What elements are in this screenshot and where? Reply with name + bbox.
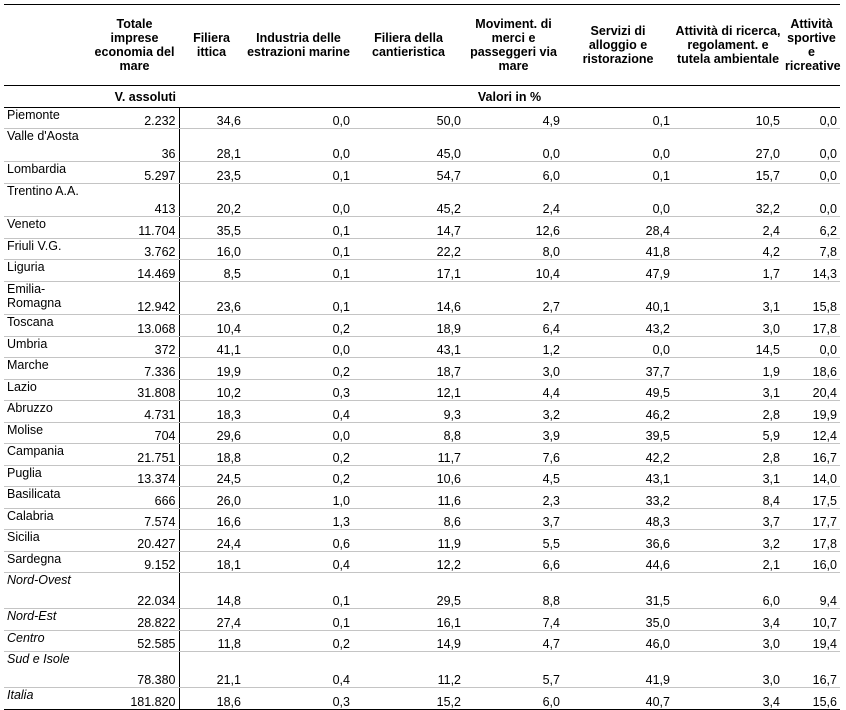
percent-value-cell: 2,7 (464, 282, 563, 315)
percent-value-cell: 0,2 (244, 315, 353, 337)
header-row (4, 5, 840, 86)
percent-value-cell: 10,4 (464, 260, 563, 282)
percent-value-cell: 4,5 (464, 466, 563, 487)
percent-value-cell: 10,7 (783, 609, 840, 631)
percent-value-cell: 36,6 (563, 530, 673, 552)
percent-value-cell: 8,4 (673, 487, 783, 509)
percent-value-cell: 18,7 (353, 358, 464, 380)
percent-value-cell: 18,6 (783, 358, 840, 380)
percent-value-cell: 39,5 (563, 423, 673, 444)
percent-value-cell: 2,3 (464, 487, 563, 509)
region-name: Emilia-Romagna (4, 282, 90, 315)
region-name: Trentino A.A. (4, 184, 90, 217)
accommodation-header: Servizi di alloggio e ristorazione (563, 5, 673, 86)
percent-value-cell: 10,2 (179, 380, 244, 401)
region-name: Marche (4, 358, 90, 380)
percent-value-cell: 0,4 (244, 552, 353, 573)
total-value-cell: 704 (90, 423, 179, 444)
total-value-cell: 12.942 (90, 282, 179, 315)
percent-value-cell: 46,2 (563, 401, 673, 423)
percent-value-cell: 43,1 (563, 466, 673, 487)
region-name: Toscana (4, 315, 90, 337)
percent-value-cell: 4,2 (673, 239, 783, 260)
percent-value-cell: 29,6 (179, 423, 244, 444)
percent-value-cell: 41,8 (563, 239, 673, 260)
total-value-cell: 9.152 (90, 552, 179, 573)
region-column-header (4, 5, 90, 86)
table-row (4, 315, 840, 337)
percent-value-cell: 3,2 (464, 401, 563, 423)
table-row (4, 358, 840, 380)
percent-value-cell: 7,4 (464, 609, 563, 631)
percent-value-cell: 5,9 (673, 423, 783, 444)
percent-value-cell: 18,6 (179, 688, 244, 710)
percent-values-label: Valori in % (179, 86, 840, 108)
percent-value-cell: 6,6 (464, 552, 563, 573)
percent-value-cell: 16,0 (783, 552, 840, 573)
percent-value-cell: 18,1 (179, 552, 244, 573)
region-name: Lombardia (4, 162, 90, 184)
percent-value-cell: 3,0 (673, 652, 783, 688)
total-value-cell: 181.820 (90, 688, 179, 710)
percent-value-cell: 2,1 (673, 552, 783, 573)
percent-value-cell: 3,1 (673, 282, 783, 315)
percent-value-cell: 7,6 (464, 444, 563, 466)
percent-value-cell: 3,1 (673, 380, 783, 401)
percent-value-cell: 9,3 (353, 401, 464, 423)
region-name: Piemonte (4, 108, 90, 129)
total-value-cell: 2.232 (90, 108, 179, 129)
percent-value-cell: 1,3 (244, 509, 353, 530)
total-value-cell: 3.762 (90, 239, 179, 260)
percent-value-cell: 26,0 (179, 487, 244, 509)
region-name: Lazio (4, 380, 90, 401)
percent-value-cell: 0,6 (244, 530, 353, 552)
percent-value-cell: 3,9 (464, 423, 563, 444)
percent-value-cell: 18,3 (179, 401, 244, 423)
percent-value-cell: 0,0 (244, 337, 353, 358)
percent-value-cell: 35,0 (563, 609, 673, 631)
region-name: Abruzzo (4, 401, 90, 423)
percent-value-cell: 15,8 (783, 282, 840, 315)
percent-value-cell: 11,9 (353, 530, 464, 552)
percent-value-cell: 0,4 (244, 652, 353, 688)
percent-value-cell: 29,5 (353, 573, 464, 609)
percent-value-cell: 32,2 (673, 184, 783, 217)
percent-value-cell: 15,2 (353, 688, 464, 710)
table-row (4, 239, 840, 260)
percent-value-cell: 34,6 (179, 108, 244, 129)
percent-value-cell: 0,0 (783, 108, 840, 129)
region-name: Campania (4, 444, 90, 466)
region-name: Italia (4, 688, 90, 710)
percent-value-cell: 27,0 (673, 129, 783, 162)
percent-value-cell: 12,2 (353, 552, 464, 573)
percent-value-cell: 3,0 (673, 315, 783, 337)
percent-value-cell: 12,1 (353, 380, 464, 401)
percent-value-cell: 23,6 (179, 282, 244, 315)
percent-value-cell: 3,2 (673, 530, 783, 552)
percent-value-cell: 8,6 (353, 509, 464, 530)
table-row (4, 129, 840, 162)
percent-value-cell: 2,8 (673, 444, 783, 466)
percent-value-cell: 1,9 (673, 358, 783, 380)
percent-value-cell: 0,1 (563, 162, 673, 184)
percent-value-cell: 16,6 (179, 509, 244, 530)
percent-value-cell: 19,4 (783, 631, 840, 652)
percent-value-cell: 11,6 (353, 487, 464, 509)
percent-value-cell: 10,4 (179, 315, 244, 337)
transport-header: Moviment. di merci e passeggeri via mare (464, 5, 563, 86)
percent-value-cell: 15,6 (783, 688, 840, 710)
percent-value-cell: 41,1 (179, 337, 244, 358)
percent-value-cell: 5,5 (464, 530, 563, 552)
table-row (4, 552, 840, 573)
percent-value-cell: 37,7 (563, 358, 673, 380)
total-value-cell: 20.427 (90, 530, 179, 552)
total-value-cell: 7.574 (90, 509, 179, 530)
region-name: Veneto (4, 217, 90, 239)
percent-value-cell: 18,9 (353, 315, 464, 337)
region-name: Sud e Isole (4, 652, 90, 688)
total-value-cell: 22.034 (90, 573, 179, 609)
percent-value-cell: 21,1 (179, 652, 244, 688)
percent-value-cell: 0,0 (244, 423, 353, 444)
percent-value-cell: 18,8 (179, 444, 244, 466)
percent-value-cell: 43,2 (563, 315, 673, 337)
region-name: Friuli V.G. (4, 239, 90, 260)
percent-value-cell: 0,1 (244, 609, 353, 631)
total-value-cell: 21.751 (90, 444, 179, 466)
total-value-cell: 4.731 (90, 401, 179, 423)
percent-value-cell: 3,4 (673, 609, 783, 631)
percent-value-cell: 7,8 (783, 239, 840, 260)
percent-value-cell: 6,4 (464, 315, 563, 337)
total-value-cell: 372 (90, 337, 179, 358)
percent-value-cell: 3,7 (673, 509, 783, 530)
percent-value-cell: 24,4 (179, 530, 244, 552)
region-name: Centro (4, 631, 90, 652)
region-name: Calabria (4, 509, 90, 530)
percent-value-cell: 50,0 (353, 108, 464, 129)
table-row (4, 108, 840, 129)
percent-value-cell: 2,8 (673, 401, 783, 423)
table-row (4, 573, 840, 609)
table-row (4, 652, 840, 688)
percent-value-cell: 40,1 (563, 282, 673, 315)
percent-value-cell: 15,7 (673, 162, 783, 184)
region-name: Nord-Ovest (4, 573, 90, 609)
percent-value-cell: 49,5 (563, 380, 673, 401)
total-enterprises-header: Totale imprese economia del mare (90, 5, 179, 86)
total-value-cell: 11.704 (90, 217, 179, 239)
table-row (4, 401, 840, 423)
percent-value-cell: 8,8 (464, 573, 563, 609)
table-row (4, 609, 840, 631)
percent-value-cell: 0,0 (783, 129, 840, 162)
table-row (4, 509, 840, 530)
percent-value-cell: 28,4 (563, 217, 673, 239)
fish-chain-header: Filiera ittica (179, 5, 244, 86)
percent-value-cell: 3,1 (673, 466, 783, 487)
percent-value-cell: 4,7 (464, 631, 563, 652)
total-value-cell: 14.469 (90, 260, 179, 282)
percent-value-cell: 16,1 (353, 609, 464, 631)
percent-value-cell: 41,9 (563, 652, 673, 688)
percent-value-cell: 27,4 (179, 609, 244, 631)
percent-value-cell: 0,1 (244, 260, 353, 282)
region-name: Sicilia (4, 530, 90, 552)
region-name: Liguria (4, 260, 90, 282)
marine-extraction-header: Industria delle estrazioni marine (244, 5, 353, 86)
percent-value-cell: 40,7 (563, 688, 673, 710)
percent-value-cell: 6,0 (673, 573, 783, 609)
percent-value-cell: 14,3 (783, 260, 840, 282)
percent-value-cell: 48,3 (563, 509, 673, 530)
percent-value-cell: 0,1 (244, 217, 353, 239)
percent-value-cell: 1,0 (244, 487, 353, 509)
total-value-cell: 36 (90, 129, 179, 162)
statistics-table (4, 4, 840, 710)
percent-value-cell: 14,5 (673, 337, 783, 358)
percent-value-cell: 14,8 (179, 573, 244, 609)
table-row (4, 162, 840, 184)
percent-value-cell: 3,4 (673, 688, 783, 710)
table-row (4, 380, 840, 401)
total-value-cell: 31.808 (90, 380, 179, 401)
percent-value-cell: 0,3 (244, 688, 353, 710)
percent-value-cell: 0,1 (244, 282, 353, 315)
percent-value-cell: 3,0 (464, 358, 563, 380)
percent-value-cell: 22,2 (353, 239, 464, 260)
table-row (4, 423, 840, 444)
percent-value-cell: 0,0 (244, 184, 353, 217)
percent-value-cell: 24,5 (179, 466, 244, 487)
table-row (4, 217, 840, 239)
percent-value-cell: 45,2 (353, 184, 464, 217)
table-row (4, 688, 840, 710)
percent-value-cell: 0,0 (783, 337, 840, 358)
percent-value-cell: 12,6 (464, 217, 563, 239)
region-name: Sardegna (4, 552, 90, 573)
total-value-cell: 7.336 (90, 358, 179, 380)
percent-value-cell: 19,9 (179, 358, 244, 380)
percent-value-cell: 1,2 (464, 337, 563, 358)
percent-value-cell: 6,0 (464, 162, 563, 184)
percent-value-cell: 4,4 (464, 380, 563, 401)
percent-value-cell: 14,7 (353, 217, 464, 239)
percent-value-cell: 0,1 (244, 573, 353, 609)
percent-value-cell: 31,5 (563, 573, 673, 609)
percent-value-cell: 10,5 (673, 108, 783, 129)
percent-value-cell: 0,4 (244, 401, 353, 423)
percent-value-cell: 0,0 (563, 184, 673, 217)
percent-value-cell: 2,4 (673, 217, 783, 239)
table-row (4, 282, 840, 315)
table-row (4, 487, 840, 509)
total-value-cell: 78.380 (90, 652, 179, 688)
region-name: Puglia (4, 466, 90, 487)
percent-value-cell: 9,4 (783, 573, 840, 609)
region-name: Basilicata (4, 487, 90, 509)
percent-value-cell: 12,4 (783, 423, 840, 444)
percent-value-cell: 0,1 (563, 108, 673, 129)
percent-value-cell: 14,9 (353, 631, 464, 652)
total-value-cell: 413 (90, 184, 179, 217)
percent-value-cell: 42,2 (563, 444, 673, 466)
region-name: Valle d'Aosta (4, 129, 90, 162)
total-value-cell: 5.297 (90, 162, 179, 184)
percent-value-cell: 17,8 (783, 530, 840, 552)
total-value-cell: 666 (90, 487, 179, 509)
table-row (4, 184, 840, 217)
absolute-values-label: V. assoluti (90, 86, 179, 108)
table-row (4, 444, 840, 466)
total-value-cell: 28.822 (90, 609, 179, 631)
percent-value-cell: 10,6 (353, 466, 464, 487)
region-name: Umbria (4, 337, 90, 358)
percent-value-cell: 46,0 (563, 631, 673, 652)
percent-value-cell: 8,0 (464, 239, 563, 260)
percent-value-cell: 0,2 (244, 466, 353, 487)
table-row (4, 466, 840, 487)
total-value-cell: 13.374 (90, 466, 179, 487)
percent-value-cell: 0,0 (563, 337, 673, 358)
table-row (4, 260, 840, 282)
percent-value-cell: 0,0 (244, 108, 353, 129)
percent-value-cell: 2,4 (464, 184, 563, 217)
percent-value-cell: 16,7 (783, 652, 840, 688)
table-row (4, 631, 840, 652)
percent-value-cell: 17,1 (353, 260, 464, 282)
table-row (4, 530, 840, 552)
percent-value-cell: 23,5 (179, 162, 244, 184)
total-value-cell: 52.585 (90, 631, 179, 652)
percent-value-cell: 0,0 (244, 129, 353, 162)
percent-value-cell: 11,2 (353, 652, 464, 688)
percent-value-cell: 0,2 (244, 631, 353, 652)
percent-value-cell: 3,0 (673, 631, 783, 652)
units-blank (4, 86, 90, 108)
percent-value-cell: 14,6 (353, 282, 464, 315)
total-value-cell: 13.068 (90, 315, 179, 337)
percent-value-cell: 0,1 (244, 162, 353, 184)
percent-value-cell: 0,2 (244, 358, 353, 380)
percent-value-cell: 6,2 (783, 217, 840, 239)
percent-value-cell: 20,4 (783, 380, 840, 401)
percent-value-cell: 45,0 (353, 129, 464, 162)
percent-value-cell: 33,2 (563, 487, 673, 509)
percent-value-cell: 19,9 (783, 401, 840, 423)
percent-value-cell: 17,8 (783, 315, 840, 337)
research-header: Attività di ricerca, regolament. e tutela ambientale (673, 5, 783, 86)
percent-value-cell: 0,3 (244, 380, 353, 401)
percent-value-cell: 16,7 (783, 444, 840, 466)
percent-value-cell: 5,7 (464, 652, 563, 688)
percent-value-cell: 17,7 (783, 509, 840, 530)
percent-value-cell: 44,6 (563, 552, 673, 573)
percent-value-cell: 54,7 (353, 162, 464, 184)
percent-value-cell: 14,0 (783, 466, 840, 487)
percent-value-cell: 0,0 (783, 184, 840, 217)
percent-value-cell: 43,1 (353, 337, 464, 358)
percent-value-cell: 0,2 (244, 444, 353, 466)
percent-value-cell: 0,0 (783, 162, 840, 184)
percent-value-cell: 0,0 (563, 129, 673, 162)
percent-value-cell: 35,5 (179, 217, 244, 239)
percent-value-cell: 6,0 (464, 688, 563, 710)
region-name: Nord-Est (4, 609, 90, 631)
percent-value-cell: 11,7 (353, 444, 464, 466)
units-row (4, 86, 840, 108)
percent-value-cell: 16,0 (179, 239, 244, 260)
percent-value-cell: 1,7 (673, 260, 783, 282)
percent-value-cell: 28,1 (179, 129, 244, 162)
percent-value-cell: 8,5 (179, 260, 244, 282)
region-name: Molise (4, 423, 90, 444)
percent-value-cell: 0,0 (464, 129, 563, 162)
percent-value-cell: 20,2 (179, 184, 244, 217)
percent-value-cell: 4,9 (464, 108, 563, 129)
percent-value-cell: 11,8 (179, 631, 244, 652)
sport-recreation-header: Attività sportive e ricreative (783, 5, 840, 86)
shipbuilding-header: Filiera della cantieristica (353, 5, 464, 86)
percent-value-cell: 0,1 (244, 239, 353, 260)
percent-value-cell: 47,9 (563, 260, 673, 282)
table-row (4, 337, 840, 358)
percent-value-cell: 3,7 (464, 509, 563, 530)
percent-value-cell: 17,5 (783, 487, 840, 509)
percent-value-cell: 8,8 (353, 423, 464, 444)
